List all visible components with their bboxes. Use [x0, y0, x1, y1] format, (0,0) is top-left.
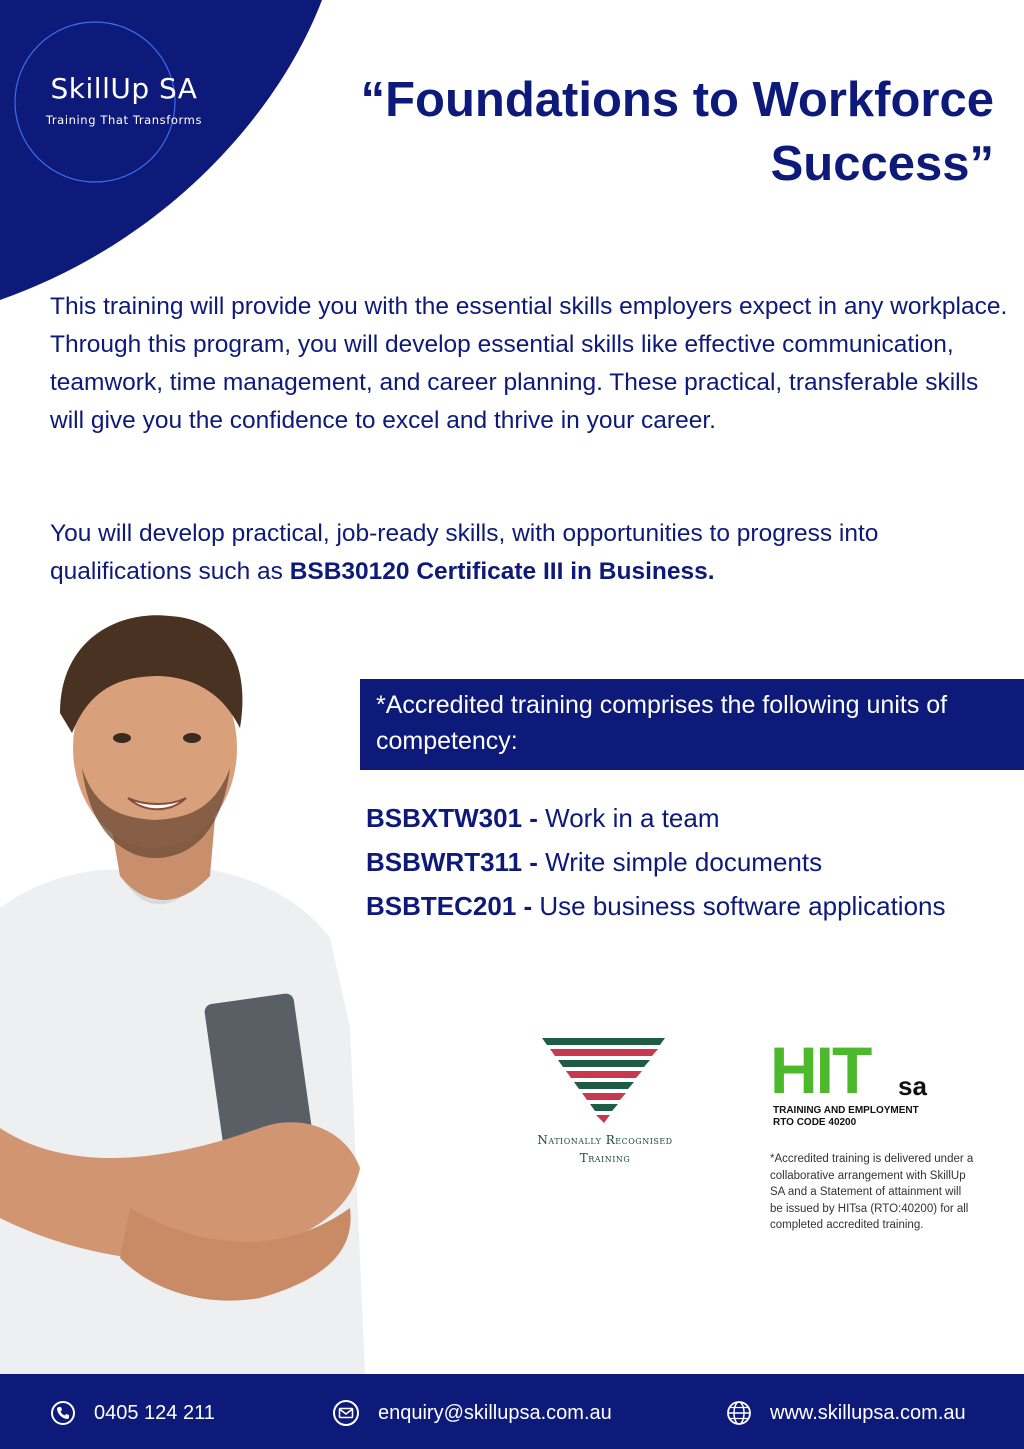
unit-code: BSBXTW301 - — [366, 803, 538, 833]
title-line-2: Success” — [770, 137, 994, 191]
pathway-paragraph — [50, 515, 1010, 591]
contact-footer — [0, 1374, 1024, 1449]
brand-corner-shape — [0, 0, 330, 300]
unit-code: BSBWRT311 - — [366, 847, 538, 877]
nrt-triangle-icon — [520, 1035, 690, 1130]
nrt-line-1: Nationally Recognised — [537, 1133, 673, 1147]
brand-tagline: Training That Transforms — [45, 113, 203, 127]
page-title — [294, 68, 994, 196]
envelope-icon — [332, 1399, 360, 1427]
title-line-1: “Foundations to Workforce — [360, 73, 994, 127]
list-item — [366, 840, 1016, 884]
hitsa-logo — [770, 1035, 970, 1135]
phone-number: 0405 124 211 — [94, 1401, 215, 1424]
student-photo — [0, 608, 380, 1374]
hitsa-wordmark: HIT — [770, 1033, 871, 1107]
website-link[interactable] — [726, 1399, 966, 1427]
hitsa-line-1: TRAINING AND EMPLOYMENT — [773, 1105, 919, 1116]
unit-title: Use business software applications — [539, 891, 946, 921]
nrt-caption — [520, 1131, 690, 1167]
list-item — [366, 796, 1016, 840]
intro-paragraph: This training will provide you with the essential skills employers expect in any workplace. Through this program, you will develop essential skills like effective communication, teamwork, time management, and career planning. These practical, transferable skills will give you the confidence to excel and thrive in your career. — [50, 293, 1008, 434]
qualification-highlight: BSB30120 Certificate III in Business. — [289, 558, 715, 585]
website-url: www.skillupsa.com.au — [770, 1401, 966, 1424]
nrt-line-2: Training — [579, 1151, 631, 1165]
hitsa-line-2: RTO CODE 40200 — [773, 1117, 857, 1128]
list-item — [366, 884, 1016, 928]
accreditation-disclaimer: *Accredited training is delivered under a collaborative arrangement with SkillUp SA and a Statement of attainment will be issued by HITsa (RTO:40200) for all completed accredited training. — [770, 1153, 974, 1231]
phone-icon — [50, 1400, 76, 1426]
brand-name: SkillUp SA — [50, 72, 198, 105]
unit-title: Work in a team — [545, 803, 720, 833]
pathway-text: You will develop practical, job-ready skills, with opportunities to progress into qualifications such as — [50, 520, 879, 585]
brand-logo — [20, 72, 228, 127]
unit-code: BSBTEC201 - — [366, 891, 533, 921]
hitsa-subtitle — [773, 1105, 919, 1129]
hitsa-suffix: sa — [898, 1071, 927, 1101]
email-link[interactable] — [332, 1399, 612, 1427]
globe-icon — [726, 1400, 752, 1426]
units-banner: *Accredited training comprises the following units of competency: — [360, 679, 1024, 770]
nrt-logo — [520, 1035, 690, 1165]
units-list — [366, 796, 1016, 928]
phone-link[interactable] — [50, 1399, 215, 1427]
unit-title: Write simple documents — [545, 847, 823, 877]
email-address: enquiry@skillupsa.com.au — [378, 1401, 612, 1424]
